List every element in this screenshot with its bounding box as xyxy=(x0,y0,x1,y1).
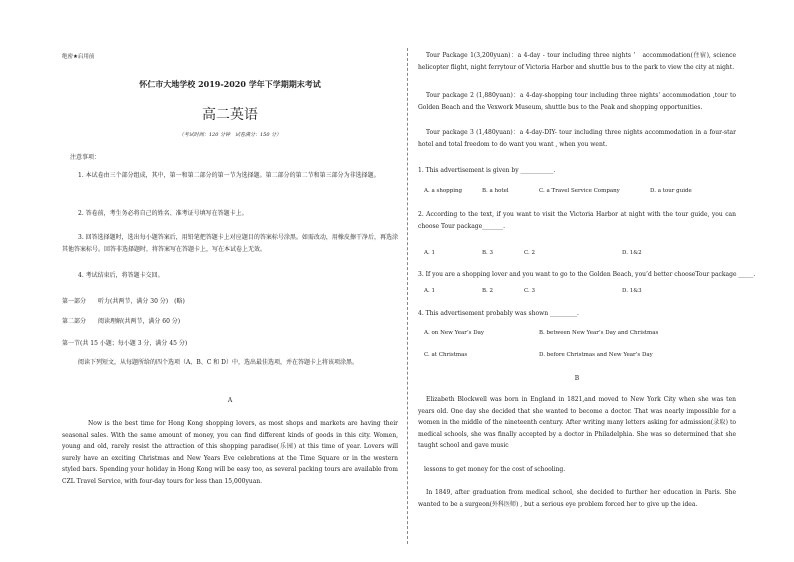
passage-b-paragraph-1-continued: lessons to get money for the cost of schooling. xyxy=(424,466,566,473)
notice-item-3: 3. 回答选择题时，选出每小题答案后，用铅笔把答题卡上对应题目的答案标号涂黑。如需改动，用橡皮擦干净后，再选涂其他答案标号。回答非选择题时，将答案写在答题卡上，写在本试卷上无效。 xyxy=(62,234,398,253)
q4-option-a[interactable]: A. on New Year’s Day xyxy=(424,330,485,336)
passage-a-text: Now is the best time for Hong Kong shopping lovers, as most shops and markets are having their seasonal sales. With the same amount of money, you can find different kinds of goods in this city. Women, young and old, rarely resist the attraction of this shopping paradise(乐园) at this time of year. Lovers will surely have an exciting Christmas and New Years Eve celebrations at the Time Square or in the western styled bars. Spending your holiday in Hong Kong will be easy too, as several packing tours are available from CZL Travel Service, with four-day tours for less than 15,000yuan. xyxy=(62,420,398,485)
reading-instruction: 阅读下列短文，从每题所给的四个选项（A、B、C 和 D）中，选出最佳选项，并在答题卡上将该项涂黑。 xyxy=(78,359,358,366)
passage-b-paragraph-1: Elizabeth Blockwell was born in England in 1821,and moved to New York City when she was ten years old. One day she decided that she wanted to become a doctor. That was nearly impossible for a women in the middle of the nineteenth century. After writing many letters asking for admission(录取) to medical schools, she was finally accepted by a doctor in Philadelphia. She was so determined that she taught school and gave music xyxy=(418,396,736,450)
question-4-stem: 4. This advertisement probably was shown _________. xyxy=(418,310,579,317)
passage-b-paragraph-2: In 1849, after graduation from medical school, she decided to further her education in Paris. She wanted to be a surgeon(外科医师) , but a serious eye problem forced her to give up the idea. xyxy=(418,489,736,508)
exam-title: 怀仁市大地学校 2019-2020 学年下学期期末考试 xyxy=(139,79,321,89)
passage-a-label: A xyxy=(227,397,233,404)
subject-title: 高二英语 xyxy=(202,107,258,123)
tour-package-1: Tour Package 1(3,200yuan)：a 4-day - tour including three nights ’ accommodation(住宿), science helicopter flight, night ferrytour of Victoria Harbor and shuttle bus to the park to view the city at night. xyxy=(418,52,736,71)
q4-option-c[interactable]: C. at Christmas xyxy=(424,352,468,358)
passage-b-label: B xyxy=(574,375,580,382)
q4-option-d[interactable]: D. before Christmas and New Year’s Day xyxy=(539,352,653,358)
q2-option-a[interactable]: A. 1 xyxy=(424,250,435,256)
notice-title: 注意事项： xyxy=(70,154,101,161)
section-one-heading: 第一节(共 15 小题；每小题 3 分，满分 45 分) xyxy=(62,340,188,347)
q3-option-c[interactable]: C. 3 xyxy=(524,288,536,294)
q3-option-d[interactable]: D. 1&3 xyxy=(622,288,642,294)
q1-option-c[interactable]: C. a Travel Service Company xyxy=(539,188,620,194)
q4-option-b[interactable]: B. between New Year’s Day and Christmas xyxy=(539,330,659,336)
column-divider xyxy=(407,48,408,544)
part-one-heading: 第一部分 听力(共两节，满分 30 分) (略) xyxy=(62,298,185,305)
notice-item-4: 4. 考试结束后，将答题卡交回。 xyxy=(78,272,164,279)
tour-package-2: Tour package 2 (1,880yuan)：a 4-day-shopping tour including three nights' accommodation ,tour to Golden Beach and the Vexwork Museum, shuttle bus to the Peak and shopping opportunities. xyxy=(418,92,736,111)
question-2-stem: 2. According to the text, if you want to visit the Victoria Harbor at night with the tour guide, you can choose Tour package_______. xyxy=(418,211,736,230)
q3-option-a[interactable]: A. 1 xyxy=(424,288,435,294)
q1-option-a[interactable]: A. a shopping xyxy=(424,188,463,194)
tour-package-3: Tour package 3 (1,480yuan)：a 4-day-DIY- tour including three nights accommodation in a four-star hotel and total freedom to do want you want , when you went. xyxy=(418,129,736,148)
exam-info: （考试时间：120 分钟 试卷满分：150 分） xyxy=(178,132,282,138)
part-two-heading: 第二部分 阅读理解(共两节，满分 60 分) xyxy=(62,318,181,325)
notice-item-2: 2. 答卷前，考生务必将自己的姓名、准考证号填写在答题卡上。 xyxy=(78,210,248,217)
confidential-mark: 绝密★启用前 xyxy=(62,54,95,60)
q2-option-c[interactable]: C. 2 xyxy=(524,250,536,256)
notice-item-1: 1. 本试卷由三个部分组成，其中，第一和第二部分的第一节为选择题。第二部分的第二节和第三部分为非选择题。 xyxy=(78,172,380,179)
q3-option-b[interactable]: B. 2 xyxy=(482,288,494,294)
q2-option-b[interactable]: B. 3 xyxy=(482,250,494,256)
q1-option-b[interactable]: B. a hotel xyxy=(482,188,509,194)
question-3-stem: 3. If you are a shopping lover and you want to go to the Golden Beach, you’d better chooseTour package _____. xyxy=(418,271,756,278)
q2-option-d[interactable]: D. 1&2 xyxy=(622,250,642,256)
question-1-stem: 1. This advertisement is given by ___________. xyxy=(418,167,556,174)
q1-option-d[interactable]: D. a tour guide xyxy=(650,188,692,194)
